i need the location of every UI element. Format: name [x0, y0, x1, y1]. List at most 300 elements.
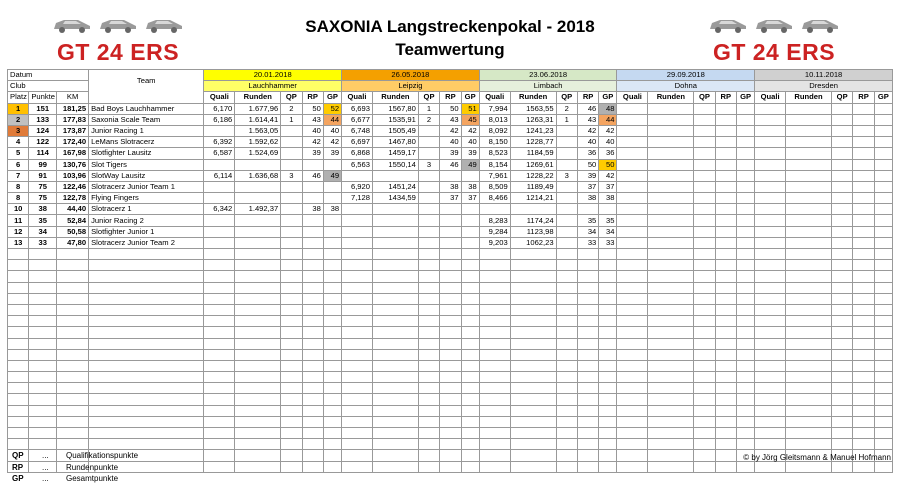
rp-cell: 37 — [577, 181, 598, 192]
empty-cell — [372, 372, 418, 383]
empty-cell — [29, 394, 57, 405]
gp-cell — [461, 170, 479, 181]
empty-cell — [440, 416, 461, 427]
qp-cell — [831, 114, 852, 125]
qp-cell — [281, 204, 302, 215]
qp-cell: 1 — [281, 114, 302, 125]
empty-cell — [323, 360, 341, 371]
km-cell: 172,40 — [57, 137, 89, 148]
empty-cell — [510, 304, 556, 315]
team-header: Team — [89, 70, 204, 92]
gp-cell — [874, 204, 892, 215]
empty-cell — [204, 383, 235, 394]
runden-cell: 1.677,96 — [235, 103, 281, 114]
rp-cell: 38 — [440, 181, 461, 192]
empty-cell — [440, 327, 461, 338]
empty-cell — [323, 338, 341, 349]
table-row — [8, 215, 893, 226]
gp-cell: 49 — [323, 170, 341, 181]
platz-cell: 12 — [8, 226, 29, 237]
qp-cell — [556, 148, 577, 159]
empty-cell — [577, 360, 598, 371]
rp-cell: 38 — [577, 193, 598, 204]
runden-cell — [235, 159, 281, 170]
empty-cell — [57, 394, 89, 405]
quali-cell: 8,013 — [479, 114, 510, 125]
empty-cell — [831, 416, 852, 427]
rp-cell: 36 — [577, 148, 598, 159]
empty-cell — [342, 293, 373, 304]
gp-cell — [736, 170, 754, 181]
gp-cell: 52 — [323, 103, 341, 114]
empty-cell — [831, 360, 852, 371]
race-club: Leipzig — [342, 81, 480, 92]
empty-cell — [479, 439, 510, 450]
runden-cell — [235, 181, 281, 192]
runden-cell — [786, 103, 832, 114]
empty-cell — [235, 383, 281, 394]
gp-cell — [874, 137, 892, 148]
empty-cell — [715, 349, 736, 360]
empty-cell — [510, 428, 556, 439]
empty-cell — [204, 338, 235, 349]
runden-cell: 1505,49 — [372, 125, 418, 136]
empty-cell — [479, 260, 510, 271]
gp-cell: 40 — [599, 137, 617, 148]
km-header: KM — [57, 92, 89, 103]
empty-cell — [57, 271, 89, 282]
empty-cell — [342, 316, 373, 327]
qp-cell — [418, 226, 439, 237]
empty-cell — [786, 372, 832, 383]
qp-cell — [418, 170, 439, 181]
qp-cell — [418, 215, 439, 226]
empty-cell — [510, 461, 556, 472]
quali-cell: 6,342 — [204, 204, 235, 215]
runden-cell — [648, 170, 694, 181]
km-cell: 47,80 — [57, 237, 89, 248]
empty-cell — [372, 383, 418, 394]
empty-cell — [89, 293, 204, 304]
empty-cell — [29, 383, 57, 394]
quali-cell — [204, 215, 235, 226]
empty-cell — [479, 383, 510, 394]
empty-cell — [556, 439, 577, 450]
runden-cell: 1563,55 — [510, 103, 556, 114]
km-cell: 177,83 — [57, 114, 89, 125]
empty-cell — [461, 249, 479, 260]
empty-cell — [715, 304, 736, 315]
gp-cell — [736, 193, 754, 204]
empty-cell — [786, 338, 832, 349]
empty-cell — [755, 428, 786, 439]
quali-cell: 8,523 — [479, 148, 510, 159]
runden-cell: 1.636,68 — [235, 170, 281, 181]
empty-cell — [372, 349, 418, 360]
empty-cell — [8, 349, 29, 360]
empty-cell — [440, 439, 461, 450]
empty-cell — [204, 450, 235, 461]
empty-cell — [853, 282, 874, 293]
quali-cell — [755, 170, 786, 181]
gp-cell — [736, 204, 754, 215]
team-cell: Junior Racing 1 — [89, 125, 204, 136]
empty-cell — [617, 304, 648, 315]
runden-cell: 1228,77 — [510, 137, 556, 148]
empty-cell — [617, 327, 648, 338]
empty-cell — [29, 349, 57, 360]
platz-cell: 2 — [8, 114, 29, 125]
qp-cell — [694, 114, 715, 125]
team-cell: Saxonia Scale Team — [89, 114, 204, 125]
empty-cell — [281, 349, 302, 360]
team-cell: Slotracerz Junior Team 2 — [89, 237, 204, 248]
logo-text: GT 24 ERS — [712, 39, 836, 65]
empty-cell — [89, 416, 204, 427]
qp-cell — [831, 137, 852, 148]
empty-cell — [204, 316, 235, 327]
empty-cell — [323, 349, 341, 360]
gp-cell: 34 — [599, 226, 617, 237]
empty-cell — [418, 416, 439, 427]
qp-cell — [694, 237, 715, 248]
empty-cell — [418, 405, 439, 416]
empty-cell — [57, 260, 89, 271]
runden-cell — [648, 137, 694, 148]
empty-cell — [577, 439, 598, 450]
empty-cell — [281, 405, 302, 416]
qp-cell: 2 — [281, 103, 302, 114]
empty-cell — [372, 282, 418, 293]
empty-cell — [715, 282, 736, 293]
empty-cell — [648, 282, 694, 293]
rp-cell — [853, 103, 874, 114]
empty-cell — [89, 316, 204, 327]
quali-header: Quali — [342, 92, 373, 103]
empty-cell — [418, 327, 439, 338]
empty-cell — [479, 428, 510, 439]
gp-cell — [736, 137, 754, 148]
empty-cell — [648, 260, 694, 271]
empty-row — [8, 304, 893, 315]
runden-cell: 1269,61 — [510, 159, 556, 170]
qp-cell — [831, 237, 852, 248]
empty-cell — [786, 249, 832, 260]
empty-cell — [204, 405, 235, 416]
runden-cell: 1214,21 — [510, 193, 556, 204]
empty-cell — [715, 428, 736, 439]
runden-cell: 1174,24 — [510, 215, 556, 226]
empty-cell — [235, 316, 281, 327]
empty-cell — [281, 249, 302, 260]
empty-cell — [599, 260, 617, 271]
empty-cell — [577, 416, 598, 427]
empty-cell — [372, 338, 418, 349]
empty-cell — [204, 461, 235, 472]
empty-cell — [204, 394, 235, 405]
quali-cell: 6,697 — [342, 137, 373, 148]
copyright: © by Jörg Gleitsmann & Manuel Hofmann — [743, 453, 891, 462]
empty-cell — [599, 338, 617, 349]
qp-cell — [556, 137, 577, 148]
empty-cell — [302, 316, 323, 327]
rp-cell: 39 — [440, 148, 461, 159]
runden-header: Runden — [648, 92, 694, 103]
qp-cell — [281, 148, 302, 159]
empty-cell — [736, 428, 754, 439]
empty-cell — [874, 394, 892, 405]
empty-cell — [736, 360, 754, 371]
quali-cell — [755, 215, 786, 226]
empty-row — [8, 383, 893, 394]
quali-cell — [755, 125, 786, 136]
empty-cell — [342, 260, 373, 271]
empty-cell — [736, 439, 754, 450]
empty-cell — [755, 383, 786, 394]
quali-header: Quali — [755, 92, 786, 103]
qp-cell — [694, 159, 715, 170]
qp-cell — [556, 237, 577, 248]
qp-cell — [556, 193, 577, 204]
rp-cell — [715, 114, 736, 125]
empty-cell — [755, 416, 786, 427]
empty-cell — [599, 249, 617, 260]
empty-cell — [755, 349, 786, 360]
rp-cell: 42 — [302, 137, 323, 148]
empty-cell — [461, 260, 479, 271]
empty-row — [8, 316, 893, 327]
platz-cell: 1 — [8, 103, 29, 114]
empty-cell — [440, 450, 461, 461]
empty-cell — [29, 304, 57, 315]
empty-row — [8, 282, 893, 293]
qp-header: QP — [556, 92, 577, 103]
gp-cell: 40 — [323, 125, 341, 136]
rp-cell — [715, 148, 736, 159]
qp-cell — [694, 125, 715, 136]
empty-cell — [479, 450, 510, 461]
runden-cell — [786, 181, 832, 192]
empty-cell — [715, 439, 736, 450]
empty-cell — [874, 416, 892, 427]
empty-cell — [372, 293, 418, 304]
qp-cell — [831, 103, 852, 114]
empty-cell — [89, 282, 204, 293]
team-cell: Slotracerz 1 — [89, 204, 204, 215]
gp-cell — [874, 181, 892, 192]
gp-cell: 39 — [323, 148, 341, 159]
platz-cell: 4 — [8, 137, 29, 148]
empty-cell — [648, 327, 694, 338]
gp-cell: 49 — [461, 159, 479, 170]
race-date: 10.11.2018 — [755, 70, 893, 81]
empty-cell — [736, 394, 754, 405]
quali-cell — [204, 125, 235, 136]
empty-row — [8, 293, 893, 304]
empty-cell — [29, 316, 57, 327]
empty-cell — [853, 416, 874, 427]
punkte-cell: 122 — [29, 137, 57, 148]
quali-cell — [617, 159, 648, 170]
empty-cell — [204, 372, 235, 383]
rp-header: RP — [440, 92, 461, 103]
platz-cell: 13 — [8, 237, 29, 248]
empty-cell — [510, 327, 556, 338]
gp-cell — [874, 193, 892, 204]
empty-cell — [342, 360, 373, 371]
club-label: Club — [8, 81, 89, 92]
runden-cell — [372, 226, 418, 237]
punkte-cell: 114 — [29, 148, 57, 159]
empty-cell — [715, 383, 736, 394]
rp-cell — [715, 170, 736, 181]
empty-cell — [755, 316, 786, 327]
runden-cell — [372, 204, 418, 215]
quali-cell — [342, 215, 373, 226]
platz-cell: 8 — [8, 181, 29, 192]
empty-cell — [831, 349, 852, 360]
empty-cell — [853, 260, 874, 271]
empty-cell — [853, 394, 874, 405]
legend-item — [12, 473, 138, 485]
empty-cell — [755, 271, 786, 282]
empty-cell — [89, 338, 204, 349]
empty-cell — [323, 439, 341, 450]
empty-cell — [302, 383, 323, 394]
qp-cell — [418, 193, 439, 204]
empty-cell — [461, 372, 479, 383]
empty-cell — [8, 360, 29, 371]
empty-cell — [736, 282, 754, 293]
empty-cell — [440, 372, 461, 383]
rp-cell — [853, 170, 874, 181]
empty-cell — [29, 416, 57, 427]
empty-cell — [786, 405, 832, 416]
quali-cell: 7,128 — [342, 193, 373, 204]
empty-cell — [57, 405, 89, 416]
empty-cell — [874, 260, 892, 271]
qp-cell — [694, 215, 715, 226]
platz-cell: 3 — [8, 125, 29, 136]
empty-cell — [204, 360, 235, 371]
qp-cell: 1 — [556, 114, 577, 125]
empty-cell — [418, 383, 439, 394]
empty-cell — [874, 383, 892, 394]
empty-cell — [577, 327, 598, 338]
rp-cell — [715, 137, 736, 148]
empty-cell — [8, 249, 29, 260]
empty-cell — [617, 450, 648, 461]
gp-cell: 39 — [461, 148, 479, 159]
gp-cell — [736, 148, 754, 159]
platz-header: Platz — [8, 92, 29, 103]
empty-cell — [736, 316, 754, 327]
quali-cell: 9,284 — [479, 226, 510, 237]
empty-cell — [323, 394, 341, 405]
qp-header: QP — [694, 92, 715, 103]
rp-cell — [715, 193, 736, 204]
empty-cell — [281, 450, 302, 461]
empty-cell — [342, 405, 373, 416]
empty-cell — [418, 293, 439, 304]
empty-cell — [617, 316, 648, 327]
empty-cell — [648, 439, 694, 450]
gp-cell: 42 — [599, 170, 617, 181]
empty-cell — [755, 405, 786, 416]
empty-row — [8, 372, 893, 383]
runden-cell — [786, 148, 832, 159]
rp-cell: 50 — [440, 103, 461, 114]
empty-cell — [89, 360, 204, 371]
table-row — [8, 103, 893, 114]
punkte-cell: 133 — [29, 114, 57, 125]
empty-cell — [479, 304, 510, 315]
punkte-cell: 124 — [29, 125, 57, 136]
km-cell: 130,76 — [57, 159, 89, 170]
empty-cell — [648, 416, 694, 427]
empty-cell — [510, 249, 556, 260]
gp-cell: 50 — [599, 159, 617, 170]
runden-header: Runden — [510, 92, 556, 103]
qp-cell — [694, 170, 715, 181]
empty-cell — [302, 428, 323, 439]
punkte-cell: 151 — [29, 103, 57, 114]
runden-cell — [786, 204, 832, 215]
empty-cell — [786, 383, 832, 394]
empty-cell — [715, 450, 736, 461]
empty-cell — [736, 372, 754, 383]
empty-cell — [648, 349, 694, 360]
empty-cell — [418, 316, 439, 327]
empty-cell — [874, 372, 892, 383]
empty-cell — [736, 461, 754, 472]
empty-cell — [342, 304, 373, 315]
gp-cell: 38 — [599, 193, 617, 204]
rp-cell: 50 — [302, 103, 323, 114]
empty-cell — [755, 372, 786, 383]
empty-cell — [577, 271, 598, 282]
empty-cell — [372, 461, 418, 472]
punkte-cell: 34 — [29, 226, 57, 237]
empty-cell — [8, 293, 29, 304]
empty-cell — [510, 439, 556, 450]
empty-cell — [853, 461, 874, 472]
team-cell: Slotfighter Lausitz — [89, 148, 204, 159]
empty-cell — [372, 450, 418, 461]
empty-cell — [461, 282, 479, 293]
empty-cell — [715, 271, 736, 282]
empty-cell — [440, 316, 461, 327]
empty-cell — [617, 439, 648, 450]
empty-cell — [510, 271, 556, 282]
empty-cell — [57, 428, 89, 439]
rp-cell — [715, 159, 736, 170]
empty-cell — [372, 271, 418, 282]
empty-cell — [479, 394, 510, 405]
gp-cell: 38 — [461, 181, 479, 192]
rp-cell — [715, 226, 736, 237]
empty-cell — [694, 304, 715, 315]
empty-cell — [479, 416, 510, 427]
quali-cell: 6,114 — [204, 170, 235, 181]
qp-cell — [418, 204, 439, 215]
gp-cell — [736, 114, 754, 125]
legend-abbr: GP — [12, 474, 24, 483]
rp-cell: 37 — [440, 193, 461, 204]
empty-cell — [204, 304, 235, 315]
empty-cell — [372, 360, 418, 371]
runden-header: Runden — [786, 92, 832, 103]
